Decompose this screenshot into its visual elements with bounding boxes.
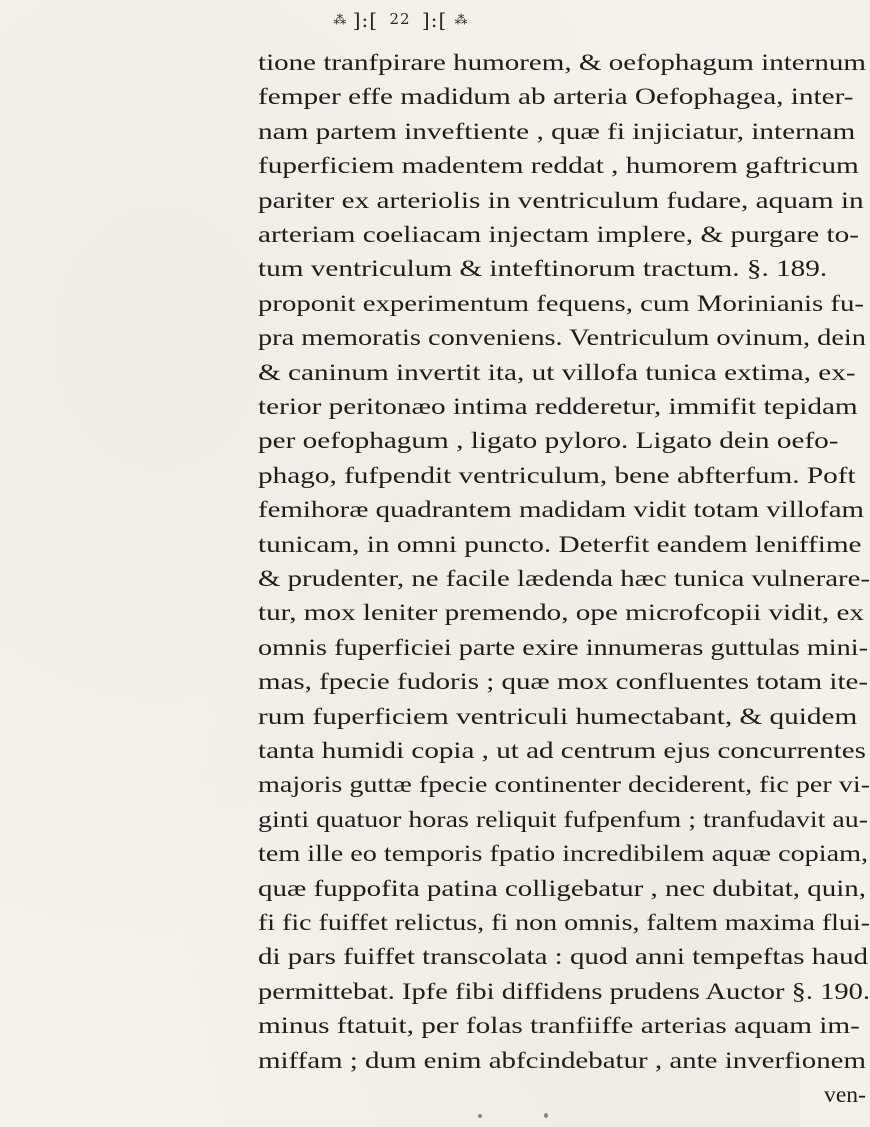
text-line: tanta humidi copia , ut ad centrum ejus concurrentes [258,738,866,764]
text-line: arteriam coeliacam injectam implere, & purgare to- [258,222,860,248]
text-line: minus ftatuit, per folas tranfiiffe arterias aquam im- [258,1013,860,1040]
text-line: nam partem inveftiente , quæ fi injiciatur, internam [258,118,856,145]
ink-speck [544,1113,548,1118]
text-line: pra memoratis conveniens. Ventriculum ovinum, dein [258,325,866,352]
text-line: & prudenter, ne facile lædenda hæc tunica vulnerare- [258,566,870,592]
text-line: tunicam, in omni puncto. Deterfit eandem leniffime [258,531,862,558]
right-bracket-ornament: ]:[ [421,8,448,32]
page-number: 22 [389,10,411,28]
text-line: fi fic fuiffet relictus, fi non omnis, faltem maxima flui- [258,910,870,936]
catchword: ven- [824,1082,866,1108]
ink-speck [478,1114,482,1118]
text-line: proponit experimentum fequens, cum Morinianis fu- [258,290,865,317]
text-line: omnis fuperficiei parte exire innumeras guttulas mini- [258,634,869,661]
text-line: & caninum invertit ita, ut villofa tunica extima, ex- [258,359,856,386]
text-line: di pars fuiffet transcolata : quod anni tempeftas haud [258,944,869,971]
text-line: ginti quatuor horas reliquit fufpenfum ; tranfudavit au- [258,806,869,833]
text-line: permittebat. Ipfe fibi diffidens prudens Auctor §. 190. [258,978,870,1005]
running-head [0,8,800,32]
left-bracket-ornament: ]:[ [352,8,379,32]
text-line: tem ille eo temporis fpatio incredibilem aquæ copiam, [258,841,869,868]
text-line: quæ fuppofita patina colligebatur , nec dubitat, quin, [258,875,867,902]
left-ornament: ⁂ [333,13,346,28]
text-line: tum ventriculum & inteftinorum tractum. §. 189. [258,256,828,283]
text-line: tione tranfpirare humorem, & oefophagum internum [258,50,866,76]
text-line: femper effe madidum ab arteria Oefophagea, inter- [258,84,854,111]
text-line: tur, mox leniter premendo, ope microfcopii vidit, ex [258,600,865,627]
text-line: femihoræ quadrantem madidam vidit totam villofam [258,497,864,524]
text-line: terior peritonæo intima redderetur, immifit tepidam [258,394,858,420]
text-line: per oefophagum , ligato pyloro. Ligato dein oefo- [258,428,839,455]
text-line: majoris guttæ fpecie continenter deciderent, fic per vi- [258,772,870,799]
right-ornament: ⁂ [454,13,467,28]
text-line: miffam ; dum enim abfcindebatur , ante inverfionem [258,1047,867,1074]
text-line: mas, fpecie fudoris ; quæ mox confluentes totam ite- [258,669,868,696]
text-line: fuperficiem madentem reddat , humorem gaftricum [258,153,859,180]
text-line: phago, fufpendit ventriculum, bene abfterfum. Poft [258,462,856,489]
text-line: pariter ex arteriolis in ventriculum fudare, aquam in [258,187,864,214]
catchword-line [0,1081,866,1109]
text-line: rum fuperficiem ventriculi humectabant, & quidem [258,703,858,730]
